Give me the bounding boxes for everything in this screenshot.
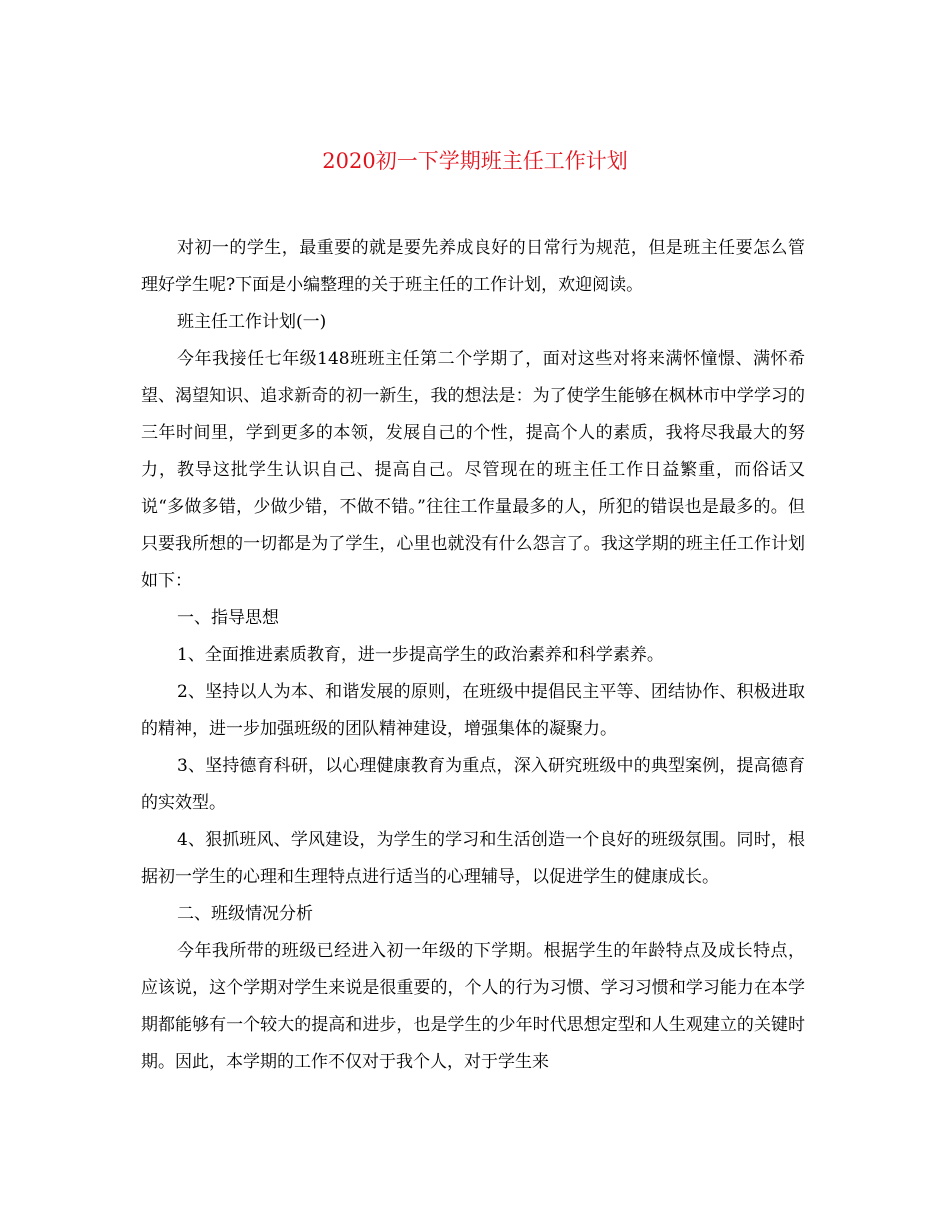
section-heading-class-analysis: 二、班级情况分析 bbox=[177, 904, 313, 924]
list-item-4: 4、狠抓班风、学风建设，为学生的学习和生活创造一个良好的班级氛围。同时，根据初一学生的心理和生理特点进行适当的心理辅导，以促进学生的健康成长。 bbox=[141, 830, 805, 887]
section-heading-guiding-ideology: 一、指导思想 bbox=[177, 608, 279, 628]
list-item-3: 3、坚持德育科研，以心理健康教育为重点，深入研究班级中的典型案例，提高德育的实效型。 bbox=[141, 756, 805, 813]
body-paragraph: 今年我接任七年级148班班主任第二个学期了，面对这些对将来满怀憧憬、满怀希望、渴望知识、追求新奇的初一新生，我的想法是：为了使学生能够在枫林市中学学习的三年时间里，学到更多的本领，发展自己的个性，提高个人的素质，我将尽我最大的努力，教导这批学生认识自己、提高自己。尽管现在的班主任工作日益繁重，而俗话又说“多做多错，少做少错，不做不错。”往往工作量最多的人，所犯的错误也是最多的。但只要我所想的一切都是为了学生，心里也就没有什么怨言了。我这学期的班主任工作计划如下： bbox=[141, 349, 805, 591]
document-body bbox=[141, 230, 805, 1081]
document-title: 2020初一下学期班主任工作计划 bbox=[322, 149, 628, 173]
list-item-2: 2、坚持以人为本、和谐发展的原则，在班级中提倡民主平等、团结协作、积极进取的精神，进一步加强班级的团队精神建设，增强集体的凝聚力。 bbox=[141, 682, 805, 739]
body-paragraph: 今年我所带的班级已经进入初一年级的下学期。根据学生的年龄特点及成长特点，应该说，这个学期对学生来说是很重要的，个人的行为习惯、学习习惯和学习能力在本学期都能够有一个较大的提高和进步，也是学生的少年时代思想定型和人生观建立的关键时期。因此，本学期的工作不仅对于我个人，对于学生来 bbox=[141, 941, 805, 1072]
intro-paragraph: 对初一的学生，最重要的就是要先养成良好的日常行为规范，但是班主任要怎么管理好学生呢?下面是小编整理的关于班主任的工作计划，欢迎阅读。 bbox=[141, 238, 805, 295]
list-item-1: 1、全面推进素质教育，进一步提高学生的政治素养和科学素养。 bbox=[177, 645, 664, 665]
section-heading-plan-one: 班主任工作计划(一) bbox=[177, 312, 327, 332]
